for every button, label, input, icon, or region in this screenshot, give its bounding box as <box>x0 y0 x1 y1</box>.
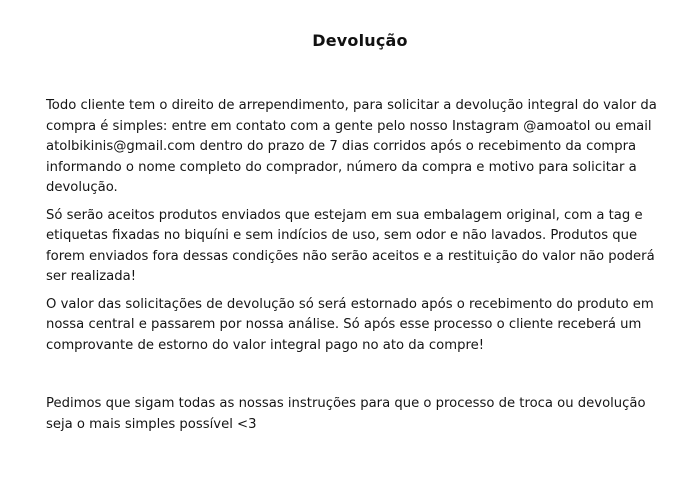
paragraph-refund-process: O valor das solicitações de devolução só será estornado após o recebimento do produto em nossa central e passarem por nossa análise. Só após esse processo o cliente receberá um comprovante de estorno do valor integral pago no ato da compre! <box>46 296 654 353</box>
document-title: Devolução <box>312 31 408 50</box>
paragraph-closing-note: Pedimos que sigam todas as nossas instruções para que o processo de troca ou devolução seja o mais simples possível <3 <box>46 396 646 432</box>
paragraph-return-request: Todo cliente tem o direito de arrependimento, para solicitar a devolução integral do valor da compra é simples: entre em contato com a gente pelo nosso Instagram @amoatol ou email atolbikinis@gmail.com dentro do prazo de 7 dias corridos após o recebimento da compra informando o nome completo do comprador, número da compra e motivo para solicitar a devolução. <box>46 98 657 195</box>
paragraph-acceptance-conditions: Só serão aceitos produtos enviados que estejam em sua embalagem original, com a tag e etiquetas fixadas no biquíni e sem indícios de uso, sem odor e não lavados. Produtos que forem enviados fora dessas condições não serão aceitos e a restituição do valor não poderá ser realizada! <box>46 207 655 284</box>
document-body <box>46 96 674 442</box>
